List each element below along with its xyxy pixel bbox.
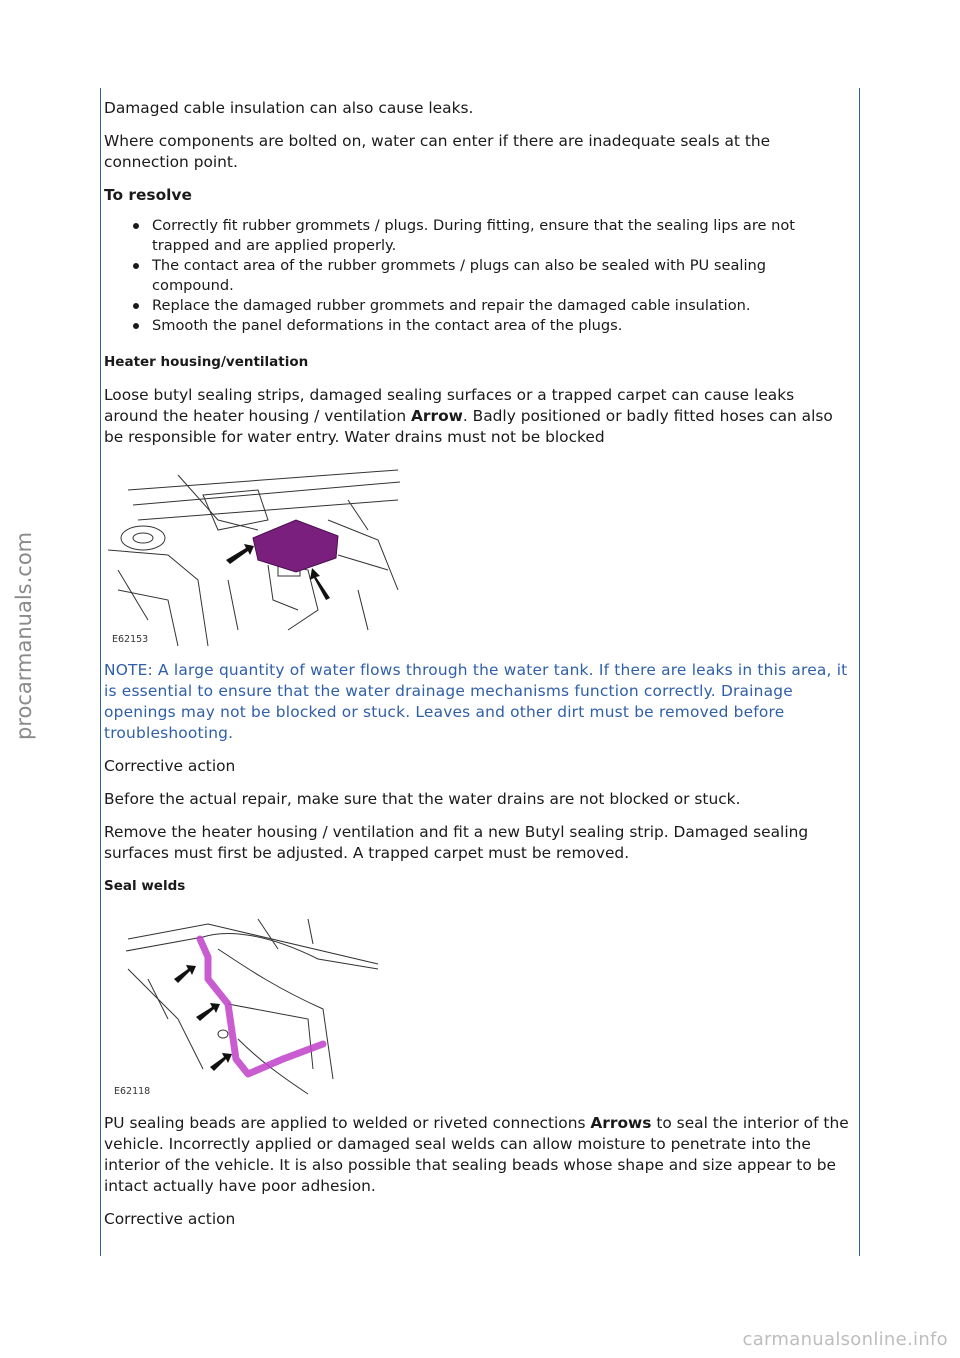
paragraph-cable-insulation: Damaged cable insulation can also cause leaks. (104, 99, 474, 117)
heater-text-a: Loose butyl sealing strips, damaged sealing surfaces or a trapped carpet can cause leaks around the heater housing / ventilation (104, 386, 795, 425)
pu-text-b: to seal the interior of the vehicle. Incorrectly applied or damaged seal welds can allow moisture to penetrate into the interior of the vehicle. It is also possible that sealing beads whose shape and size appear to be intact actually have poor adhesion. (104, 1114, 849, 1195)
heading-heater-housing: Heater housing/ventilation (104, 354, 309, 370)
list-item: The contact area of the rubber grommets / plugs can also be sealed with PU sealing compound. (152, 256, 852, 296)
left-margin-rule (100, 88, 101, 1256)
heater-housing-illustration (108, 460, 408, 646)
right-margin-rule (859, 88, 860, 1256)
list-item: Correctly fit rubber grommets / plugs. During fitting, ensure that the sealing lips are not trapped and are applied properly. (152, 216, 852, 256)
corrective-action-2: Corrective action (104, 1210, 236, 1228)
seal-welds-illustration (108, 909, 408, 1099)
paragraph-heater (104, 385, 852, 448)
figure-seal-welds (108, 909, 408, 1099)
heater-text-b: . Badly positioned or badly fitted hoses can also be responsible for water entry. Water drains must not be blocked (104, 407, 833, 446)
note-water-tank: NOTE: A large quantity of water flows through the water tank. If there are leaks in this area, it is essential to ensure that the water drainage mechanisms function correctly. Drainage openings may not be blocked or stuck. Leaves and other dirt must be removed before troubleshooting. (104, 661, 848, 742)
figure1-label: E62153 (112, 634, 149, 645)
document-body (104, 98, 852, 1242)
resolve-list (104, 216, 852, 336)
figure2-label: E62118 (114, 1086, 151, 1097)
list-item: Smooth the panel deformations in the contact area of the plugs. (152, 316, 852, 336)
pu-text-a: PU sealing beads are applied to welded or riveted connections (104, 1114, 591, 1132)
sidebar-watermark: procarmanuals.com (12, 531, 36, 740)
paragraph-before-repair: Before the actual repair, make sure that the water drains are not blocked or stuck. (104, 790, 741, 808)
list-item: Replace the damaged rubber grommets and repair the damaged cable insulation. (152, 296, 852, 316)
pu-arrows-bold: Arrows (590, 1114, 652, 1132)
corrective-action-1: Corrective action (104, 757, 236, 775)
figure-heater-housing (108, 460, 408, 646)
heater-arrow-bold: Arrow (410, 407, 463, 425)
footer-watermark: carmanualsonline.info (742, 1329, 948, 1350)
paragraph-bolted-components: Where components are bolted on, water can enter if there are inadequate seals at the connection point. (104, 132, 771, 171)
heading-seal-welds: Seal welds (104, 878, 186, 894)
paragraph-pu-sealing (104, 1113, 852, 1197)
heading-to-resolve: To resolve (104, 186, 192, 204)
paragraph-remove-heater: Remove the heater housing / ventilation and fit a new Butyl sealing strip. Damaged sealing surfaces must first be adjusted. A trapped carpet must be removed. (104, 823, 809, 862)
